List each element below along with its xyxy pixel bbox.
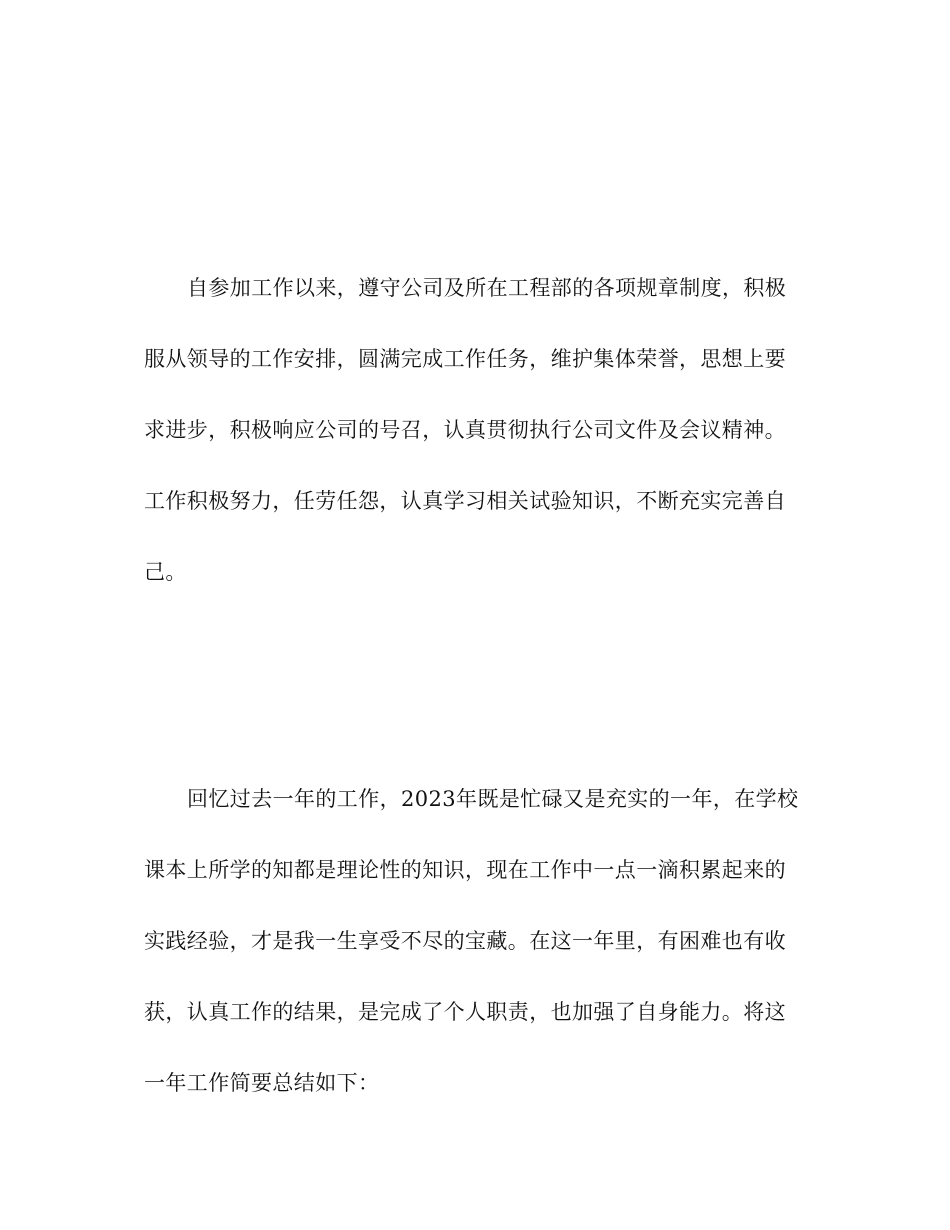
paragraph-1-line-5: 己。 (144, 560, 187, 584)
paragraph-1-line-3: 求进步，积极响应公司的号召，认真贯彻执行公司文件及会议精神。 (144, 418, 786, 442)
paragraph-1-line-2: 服从领导的工作安排，圆满完成工作任务，维护集体荣誉，思想上要 (144, 347, 786, 371)
paragraph-2-line-3: 实践经验，才是我一生享受不尽的宝藏。在这一年里，有困难也有收 (144, 929, 786, 953)
paragraph-2-line-5: 一年工作简要总结如下： (144, 1071, 380, 1095)
paragraph-2-line-1: 回忆过去一年的工作，2023年既是忙碌又是充实的一年，在学校 (187, 787, 799, 811)
paragraph-2-line-4: 获，认真工作的结果，是完成了个人职责，也加强了自身能力。将这 (144, 1000, 786, 1024)
paragraph-2-line-2: 课本上所学的知都是理论性的知识，现在工作中一点一滴积累起来的 (144, 858, 786, 882)
paragraph-1-line-4: 工作积极努力，任劳任怨，认真学习相关试验知识，不断充实完善自 (144, 489, 786, 513)
paragraph-1-line-1: 自参加工作以来，遵守公司及所在工程部的各项规章制度，积极 (187, 276, 787, 300)
